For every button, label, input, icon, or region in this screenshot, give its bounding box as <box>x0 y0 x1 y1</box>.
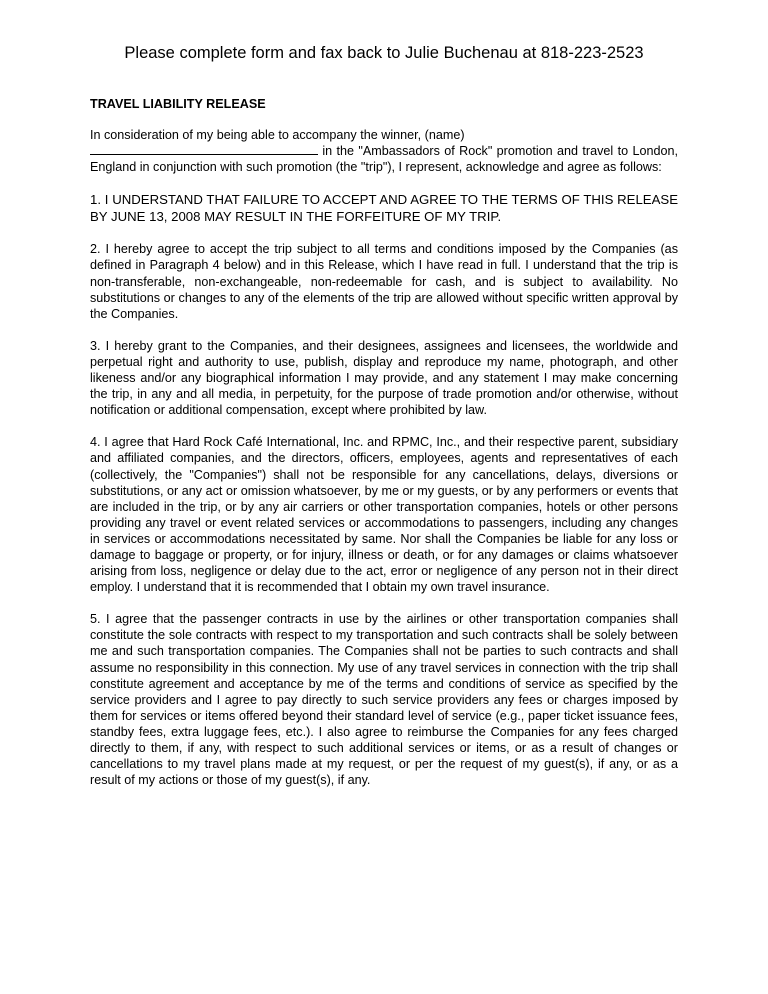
intro-paragraph <box>90 127 678 175</box>
paragraph-2: 2. I hereby agree to accept the trip subject to all terms and conditions imposed by the Companies (as defined in Paragraph 4 below) and in this Release, which I have read in full. I understand that the trip is non-transferable, non-exchangeable, non-redeemable for cash, and is subject to availability. No substitutions or changes to any of the elements of the trip are allowed without specific written approval by the Companies. <box>90 242 678 321</box>
fax-instruction-header: Please complete form and fax back to Julie Buchenau at 818-223-2523 <box>124 44 644 62</box>
paragraph-5: 5. I agree that the passenger contracts in use by the airlines or other transportation companies shall constitute the sole contracts with respect to my transportation and such contracts shall be solely between me and such transportation companies. The Companies shall not be parties to such contracts and shall assume no responsibility in this connection. My use of any travel services in connection with the trip shall constitute agreement and acceptance by me of the terms and conditions of service as specified by the service providers and I agree to pay directly to such service providers any fees or charges imposed by them for services or items offered beyond their standard level of service (e.g., paper ticket issuance fees, standby fees, extra luggage fees, etc.). I also agree to reimburse the Companies for any fees charged directly to them, if any, with respect to such additional services or items, or as a result of changes or cancellations to my travel plans made at my request, or per the request of my guest(s), if any, or as a result of my actions or those of my guest(s), if any. <box>90 612 678 788</box>
intro-text-start: In consideration of my being able to accompany the winner, (name) <box>90 128 465 143</box>
document-title: TRAVEL LIABILITY RELEASE <box>90 97 266 111</box>
paragraph-3: 3. I hereby grant to the Companies, and their designees, assignees and licensees, the worldwide and perpetual right and authority to use, publish, display and reproduce my name, photograph, and other likeness and/or any biographical information I may provide, and any statement I may make concerning the trip, in any and all media, in perpetuity, for the purpose of trade promotion and/or otherwise, without notification or additional compensation, except where prohibited by law. <box>90 338 678 418</box>
paragraph-1: 1. I UNDERSTAND THAT FAILURE TO ACCEPT AND AGREE TO THE TERMS OF THIS RELEASE BY JUNE 13, 2008 MAY RESULT IN THE FORFEITURE OF MY TRIP. <box>90 192 678 225</box>
paragraph-4: 4. I agree that Hard Rock Café International, Inc. and RPMC, Inc., and their respective parent, subsidiary and affiliated companies, and the directors, officers, employees, agents and representatives of each (collectively, the "Companies") shall not be responsible for any cancellations, delays, diversions or substitutions, or any act or omission whatsoever, by me or my guests, or by any performers or events that are included in the trip, or by any air carriers or other transportation companies, hotels or other persons providing any travel or event related services or accommodations to passengers, including any changes in services or accommodations necessitated by same. Nor shall the Companies be liable for any loss or damage to baggage or property, or for injury, illness or death, or for any damages or claims whatsoever arising from loss, negligence or delay due to the act, error or negligence of any person not in their direct employ. I understand that it is recommended that I obtain my own travel insurance. <box>90 435 678 595</box>
document-body <box>90 96 678 804</box>
name-blank-field[interactable] <box>90 143 318 155</box>
intro-text-end: in the "Ambassadors of Rock" promotion and travel to London, England in conjunction with such promotion (the "trip"), I represent, acknowledge and agree as follows: <box>90 144 678 175</box>
